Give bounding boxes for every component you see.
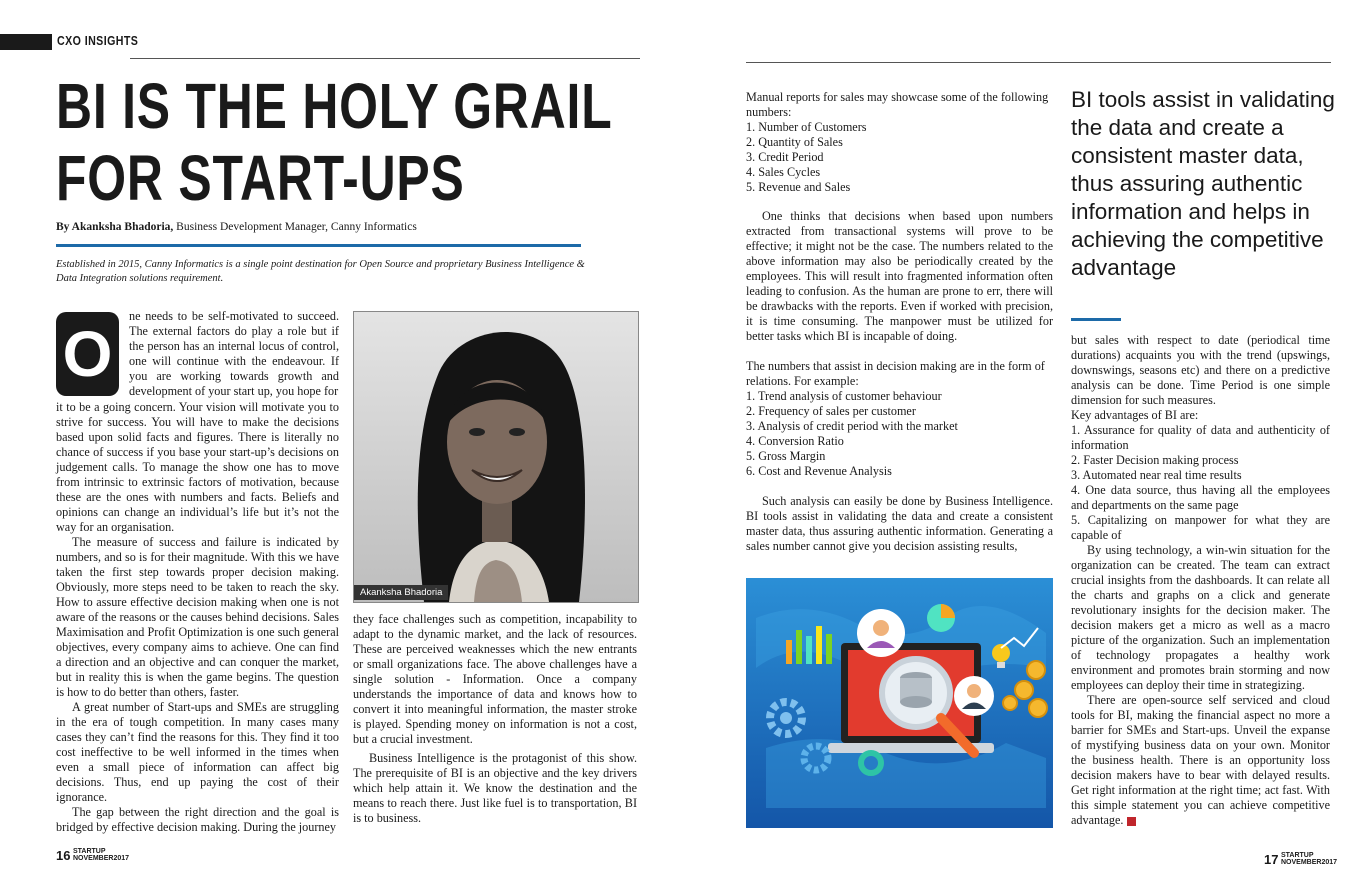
- list1: [746, 120, 1053, 195]
- advantages-list: [1071, 423, 1330, 543]
- list2-intro: The numbers that assist in decision making are in the form of relations. For example:: [746, 359, 1045, 388]
- advantages-item: 2. Faster Decision making process: [1071, 453, 1239, 467]
- advantages-item: 5. Capitalizing on manpower for what they are capable of: [1071, 513, 1330, 542]
- col1-paragraph-1-cont: it to be a going concern. Your vision will motivate you to strive for success. You will have to make the decisions based upon solid facts and figures. There is literally no chance of success if you base your start-up’s decisions on judgement calls. To manage the show one has to move from intrinsic to extrinsic factors of motivation, because these are the ones with numbers and facts. Beliefs and opinions can change an individual’s life but it’s not the way for an organisation.: [56, 400, 339, 534]
- byline: [56, 221, 417, 233]
- col1-dropcap-text: [129, 309, 339, 399]
- col1-paragraph-4: The gap between the right direction and the goal is bridged by effective decision making. During the journey: [56, 805, 339, 834]
- headline-line-1: BI IS THE HOLY GRAIL: [56, 70, 613, 142]
- section-marker: [0, 34, 52, 50]
- list1-item: 3. Credit Period: [746, 150, 824, 164]
- byline-author: By Akanksha Bhadoria,: [56, 221, 174, 233]
- end-mark: SC: [1127, 817, 1136, 826]
- intro-text: Established in 2015, Canny Informatics is a single point destination for Open Source and proprietary Business Intelligence & Data Integration solutions requirement.: [56, 259, 585, 284]
- accent-rule: [56, 244, 581, 247]
- list2-item: 4. Conversion Ratio: [746, 434, 844, 448]
- column-1: [56, 400, 339, 835]
- col2-paragraph-2: Business Intelligence is the protagonist of this show. The prerequisite of BI is an objective and the key drivers which help attain it. We know the destination and the means to reach there. Just like fuel is to transportation, BI is to business.: [353, 751, 637, 825]
- top-rule-right: [746, 62, 1331, 63]
- database-icon: [900, 672, 932, 708]
- col4-paragraph-3-text: There are open-source self serviced and cloud tools for BI, making the financial aspect no more a barrier for SMEs and Start-ups. Unveil the expanse of mystifying business data on your own. Monitor the business health. There is an opportunity loss decision makers have to bear with delayed results. Get right information at the right time; act fast. With this simple statement you can achieve competitive advantage.: [1071, 693, 1330, 827]
- footer-brand-left: [73, 848, 129, 862]
- bi-dashboard-illustration: [746, 578, 1053, 828]
- list2-item: 3. Analysis of credit period with the market: [746, 419, 958, 433]
- drop-cap: [56, 312, 119, 396]
- col4-paragraph-1: but sales with respect to date (periodical time durations) acquaints you with the trend (upswings, downswings, seasons etc) and there on a predictive analysis can be done. Time Period is one simple dimension for such measures.: [1071, 333, 1330, 407]
- col4-paragraph-3: [1071, 693, 1330, 828]
- top-rule-left: [130, 58, 640, 59]
- list1-item: 4. Sales Cycles: [746, 165, 821, 179]
- col2-paragraph-1: they face challenges such as competition, incapability to adapt to the dynamic market, and the lack of resources. These are perceived weaknesses which the new entrants or small organizations face. The above challenges have a single solution - Information. Once a company understands the importance of data and knows how to convert it into meaningful information, the master stroke is played. Spending money on information is not a cost, but a crucial investment.: [353, 612, 637, 746]
- author-photo: [353, 311, 639, 603]
- bi-illustration: [746, 578, 1053, 828]
- person-photo: [354, 312, 638, 602]
- list2-item: 1. Trend analysis of customer behaviour: [746, 389, 942, 403]
- pull-quote: BI tools assist in validating the data and create a consistent master data, thus assuring authentic information and helps in achieving the competitive advantage: [1071, 87, 1335, 280]
- column-2: [353, 612, 637, 826]
- col3-paragraph-2: Such analysis can easily be done by Business Intelligence. BI tools assist in validating the data and create a consistent master data, thus assuring authentic information. Generating a sales number cannot give you decision assisting results,: [746, 494, 1053, 553]
- footer-brand-name: STARTUP: [1281, 852, 1314, 859]
- col1-paragraph-start: ne needs to be self-motivated to succeed. The external factors do play a role but if the person has an internal locus of control, one will continue with the endeavour. If you are working towards growth and development of your start up, you hope for: [129, 309, 339, 398]
- column-3: [746, 90, 1053, 554]
- article-headline: [56, 70, 612, 214]
- page-number-left: 16: [56, 848, 71, 863]
- drop-cap-letter: O: [62, 318, 113, 390]
- footer-issue: NOVEMBER2017: [73, 855, 130, 862]
- list2-item: 5. Gross Margin: [746, 449, 826, 463]
- footer-issue: NOVEMBER2017: [1281, 859, 1338, 866]
- col4-paragraph-2: By using technology, a win-win situation for the organization can be created. The team can extract crucial insights from the dashboards. It can relate all the charts and graphs on a click and generate revolutionary insights for the decision maker. The decision makers get a micro as well as a macro picture of the organization. Such an implementation of technology propagates a healthy work environment and promotes brain storming and now employees can deploy their time in strategizing.: [1071, 543, 1330, 692]
- col1-paragraph-3: A great number of Start-ups and SMEs are struggling in the era of tough competition. In many cases many cases they can’t find the reasons for this. They find it too cost ineffective to be well informed in the times when even a small piece of information can affect big decisions. Thus, end up paying the cost of their ignorance.: [56, 700, 339, 804]
- footer-brand-right: [1281, 852, 1337, 866]
- byline-role: Business Development Manager, Canny Informatics: [173, 221, 417, 233]
- advantages-item: 3. Automated near real time results: [1071, 468, 1242, 482]
- list2: [746, 389, 1053, 479]
- list2-item: 2. Frequency of sales per customer: [746, 404, 916, 418]
- footer-brand-name: STARTUP: [73, 848, 106, 855]
- list1-item: 5. Revenue and Sales: [746, 180, 851, 194]
- section-label: CXO INSIGHTS: [57, 33, 139, 48]
- pull-quote-rule: [1071, 318, 1121, 321]
- advantages-intro: Key advantages of BI are:: [1071, 408, 1199, 422]
- photo-caption: Akanksha Bhadoria: [354, 585, 448, 600]
- list1-item: 2. Quantity of Sales: [746, 135, 843, 149]
- pie-chart-icon: [927, 604, 955, 632]
- column-4: [1071, 333, 1330, 828]
- advantages-item: 4. One data source, thus having all the employees and departments on the same page: [1071, 483, 1330, 512]
- list1-item: 1. Number of Customers: [746, 120, 867, 134]
- col1-paragraph-2: The measure of success and failure is indicated by numbers, and so is for their magnitude. With this we have taken the first step towards proper decision making. Obviously, more steps need to be taken to reach the sky. How to assure effective decision making when one is not aware of the reasons or the causes behind decisions. Sales Maximisation and Profit Optimization is one such general objectives, every company aims to achieve. One can find a direction and an objective and can conquer the market, but in reality this is when the game begins. The question is how to do better than others, faster.: [56, 535, 339, 699]
- page-number-right: 17: [1264, 852, 1279, 867]
- list2-item: 6. Cost and Revenue Analysis: [746, 464, 892, 478]
- list1-intro: Manual reports for sales may showcase some of the following numbers:: [746, 90, 1049, 119]
- headline-line-2: FOR START-UPS: [56, 142, 465, 214]
- advantages-item: 1. Assurance for quality of data and authenticity of information: [1071, 423, 1330, 452]
- col3-paragraph-1: One thinks that decisions when based upon numbers extracted from transactional systems will prove to be effective; it might not be the case. The numbers related to the above information may also be periodically created by the employees. This will result into fragmented information often leading to confusion. As the human are prone to err, there will be drawbacks with the reports. Even if worked with precision, it is time consuming. The manpower must be utilized for better tasks which BI is incapable of doing.: [746, 209, 1053, 343]
